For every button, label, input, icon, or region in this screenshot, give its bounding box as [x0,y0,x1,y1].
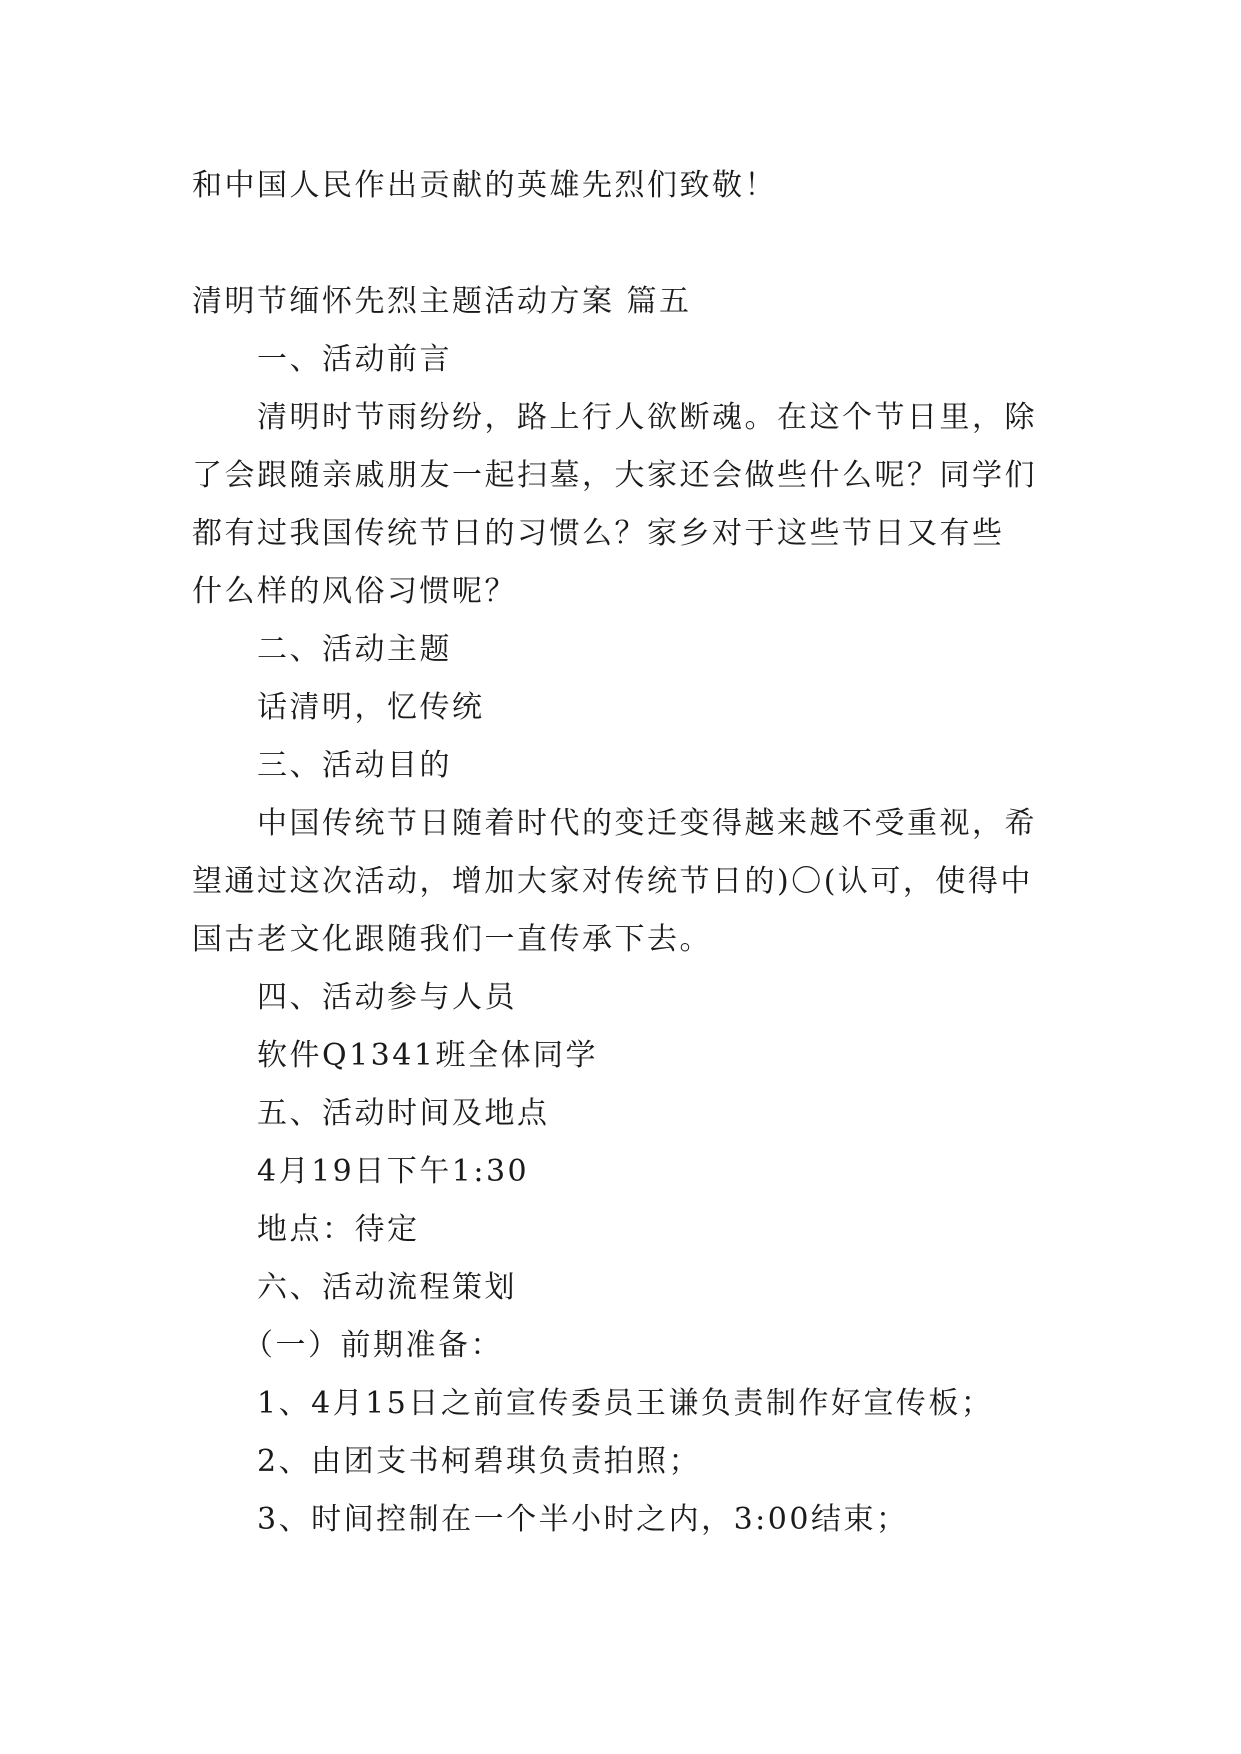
heading-process: 六、活动流程策划 [257,1270,517,1305]
heading-preface: 一、活动前言 [257,342,452,377]
paragraph-time: 4月19日下午1:30 [257,1154,530,1189]
list-item: 3、时间控制在一个半小时之内，3:00结束； [257,1502,909,1537]
section-title: 清明节缅怀先烈主题活动方案 篇五 [192,284,692,319]
paragraph-preface-line-2: 了会跟随亲戚朋友一起扫墓，大家还会做些什么呢？同学们 [192,458,1037,493]
heading-participants: 四、活动参与人员 [257,980,517,1015]
heading-time-place: 五、活动时间及地点 [257,1096,550,1131]
paragraph-place: 地点：待定 [257,1212,420,1247]
paragraph-purpose-line-3: 国古老文化跟随我们一直传承下去。 [192,922,712,957]
paragraph-theme: 话清明，忆传统 [257,690,485,725]
paragraph-preface-line-3: 都有过我国传统节日的习惯么？家乡对于这些节日又有些 [192,516,1005,551]
heading-theme: 二、活动主题 [257,632,452,667]
paragraph-preface-line-4: 什么样的风俗习惯呢？ [192,574,517,609]
paragraph-purpose-line-2: 望通过这次活动，增加大家对传统节日的)〇(认可，使得中 [192,864,1033,899]
subheading-preparation: （一）前期准备： [243,1328,503,1363]
paragraph-purpose-line-1: 中国传统节日随着时代的变迁变得越来越不受重视，希 [257,806,1037,841]
list-item: 1、4月15日之前宣传委员王谦负责制作好宣传板； [257,1386,994,1421]
paragraph-participants: 软件Q1341班全体同学 [257,1038,598,1073]
paragraph-closing-line: 和中国人民作出贡献的英雄先烈们致敬！ [192,168,777,203]
heading-purpose: 三、活动目的 [257,748,452,783]
paragraph-preface-line-1: 清明时节雨纷纷，路上行人欲断魂。在这个节日里，除 [257,400,1037,435]
list-item: 2、由团支书柯碧琪负责拍照； [257,1444,702,1479]
